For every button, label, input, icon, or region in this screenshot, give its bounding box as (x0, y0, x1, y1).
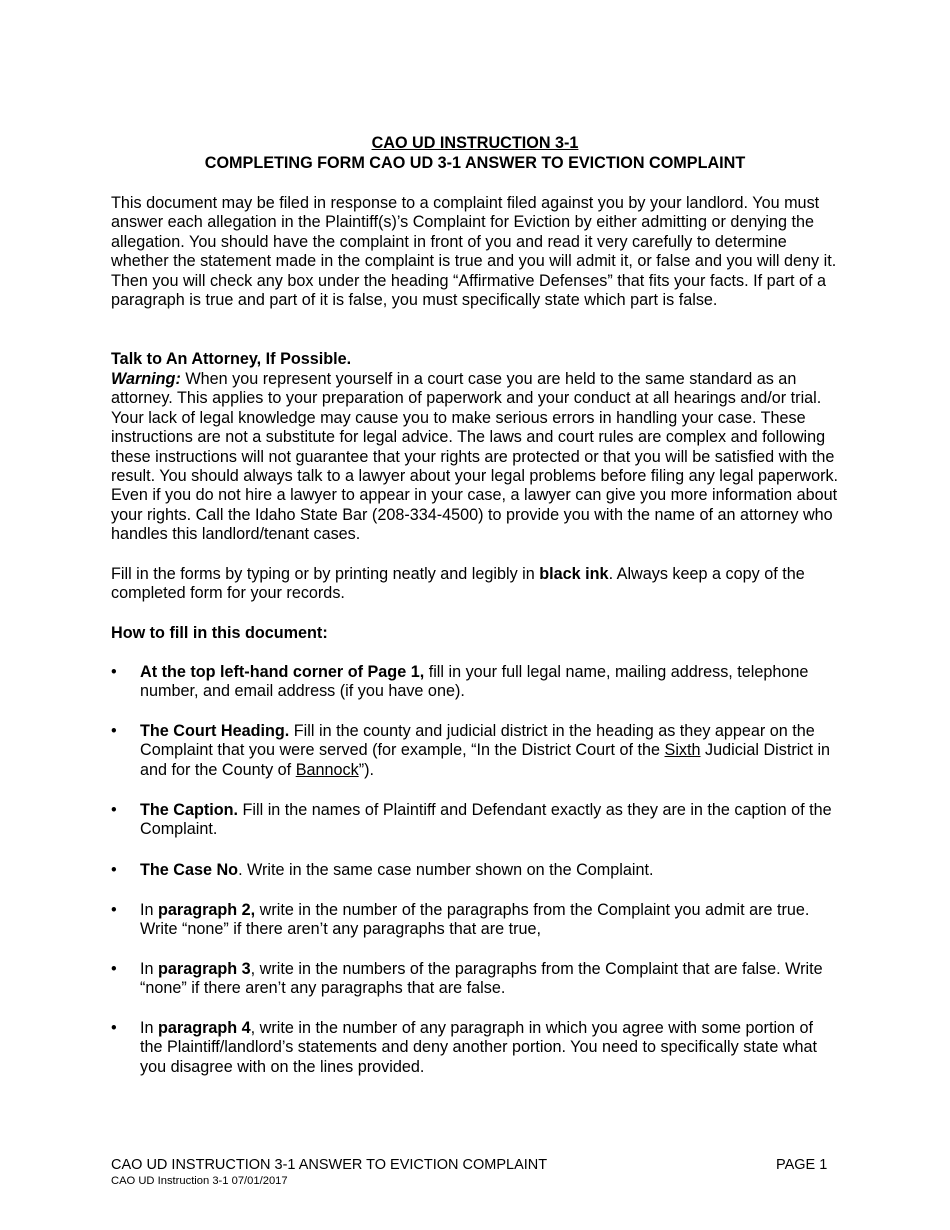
item-text: , write in the number of any paragraph in which you agree with some portion of the Plaintiff/landlord’s statements and deny another portion. You need to specifically state what you disagree with on the lines provided. (140, 1019, 818, 1076)
item-label: paragraph 2, (158, 901, 256, 919)
item-text: , write in the numbers of the paragraphs from the Complaint that are false. Write “none” if there aren’t any paragraphs that are false. (140, 960, 823, 998)
item-text: ”). (358, 760, 374, 779)
bullet-icon: • (111, 801, 117, 819)
document-subtitle: COMPLETING FORM CAO UD 3-1 ANSWER TO EVICTION COMPLAINT (204, 154, 746, 172)
item-text: In (140, 901, 158, 919)
item-text: Fill in the names of Plaintiff and Defendant exactly as they are in the caption of the Complaint. (140, 801, 832, 839)
item-text: In (140, 960, 158, 978)
item-text: write in the number of the paragraphs from the Complaint you admit are true. Write “none” if there aren’t any paragraphs that are true, (140, 901, 810, 939)
bullet-icon: • (111, 960, 117, 978)
bullet-icon: • (111, 861, 117, 879)
item-label: The Case No (140, 861, 239, 879)
item-label: paragraph 3 (158, 960, 251, 978)
warning-paragraph (111, 370, 841, 545)
bullet-icon: • (111, 901, 117, 919)
page-number: PAGE 1 (776, 1157, 828, 1173)
black-ink-emphasis: black ink (539, 565, 609, 583)
attorney-heading: Talk to An Attorney, If Possible. (111, 350, 352, 368)
warning-text: When you represent yourself in a court case you are held to the same standard as an attorney. This applies to your preparation of paperwork and your conduct at all hearings and/or trial. Your lack of legal knowledge may cause you to make serious errors in handling your case. These instructions are not a substitute for legal advice. The laws and court rules are complex and following these instructions will not guarantee that your rights are protected or that you will be satisfied with the result. You should always talk to a lawyer about your legal problems before filing any legal paperwork. Even if you do not hire a lawyer to appear in your case, a lawyer can give you more information about your rights. Call the Idaho State Bar (208-334-4500) to provide you with the name of an attorney who handles this landlord/tenant cases. (111, 370, 839, 544)
document-title: CAO UD INSTRUCTION 3-1 (371, 134, 579, 152)
item-text: . Write in the same case number shown on the Complaint. (238, 861, 654, 879)
intro-paragraph: This document may be filed in response to a complaint filed against you by your landlord. You must answer each allegation in the Plaintiff(s)’s Complaint for Eviction by either admitting or denying the allegation. You should have the complaint in front of you and read it very carefully to determine whether the statement made in the complaint is true and you will admit it, or false and you will deny it. Then you will check any box under the heading “Affirmative Defenses” that fits your facts. If part of a paragraph is true and part of it is false, you must specifically state which part is false. (111, 194, 837, 310)
item-text: In (140, 1019, 158, 1037)
item-label: The Caption. (140, 801, 239, 819)
item-text: fill in your full legal name, mailing address, telephone number, and email address (if you have one). (140, 663, 809, 701)
bullet-icon: • (111, 722, 117, 740)
item-text: Fill in the county and judicial district in the heading as they appear on the Complaint that you were served (for example, “In the District Court of the (140, 722, 815, 760)
footer-title: CAO UD INSTRUCTION 3-1 ANSWER TO EVICTION COMPLAINT (111, 1157, 548, 1173)
fill-in-text: Fill in the forms by typing or by printing neatly and legibly in (111, 565, 540, 583)
fill-in-text-end: . Always keep a copy of the completed form for your records. (111, 565, 805, 603)
item-label: At the top left-hand corner of Page 1, (140, 663, 425, 681)
bullet-icon: • (111, 1019, 117, 1037)
footer-version: CAO UD Instruction 3-1 07/01/2017 (111, 1175, 288, 1187)
fill-in-paragraph (111, 565, 841, 604)
example-county: Bannock (295, 760, 359, 779)
how-to-heading: How to fill in this document: (111, 624, 328, 642)
item-label: paragraph 4 (158, 1019, 251, 1037)
item-text: Judicial District in and for the County of (140, 741, 831, 779)
example-district: Sixth (664, 741, 701, 760)
item-label: The Court Heading. (140, 722, 290, 740)
warning-label: Warning: (111, 370, 181, 388)
bullet-icon: • (111, 663, 117, 681)
